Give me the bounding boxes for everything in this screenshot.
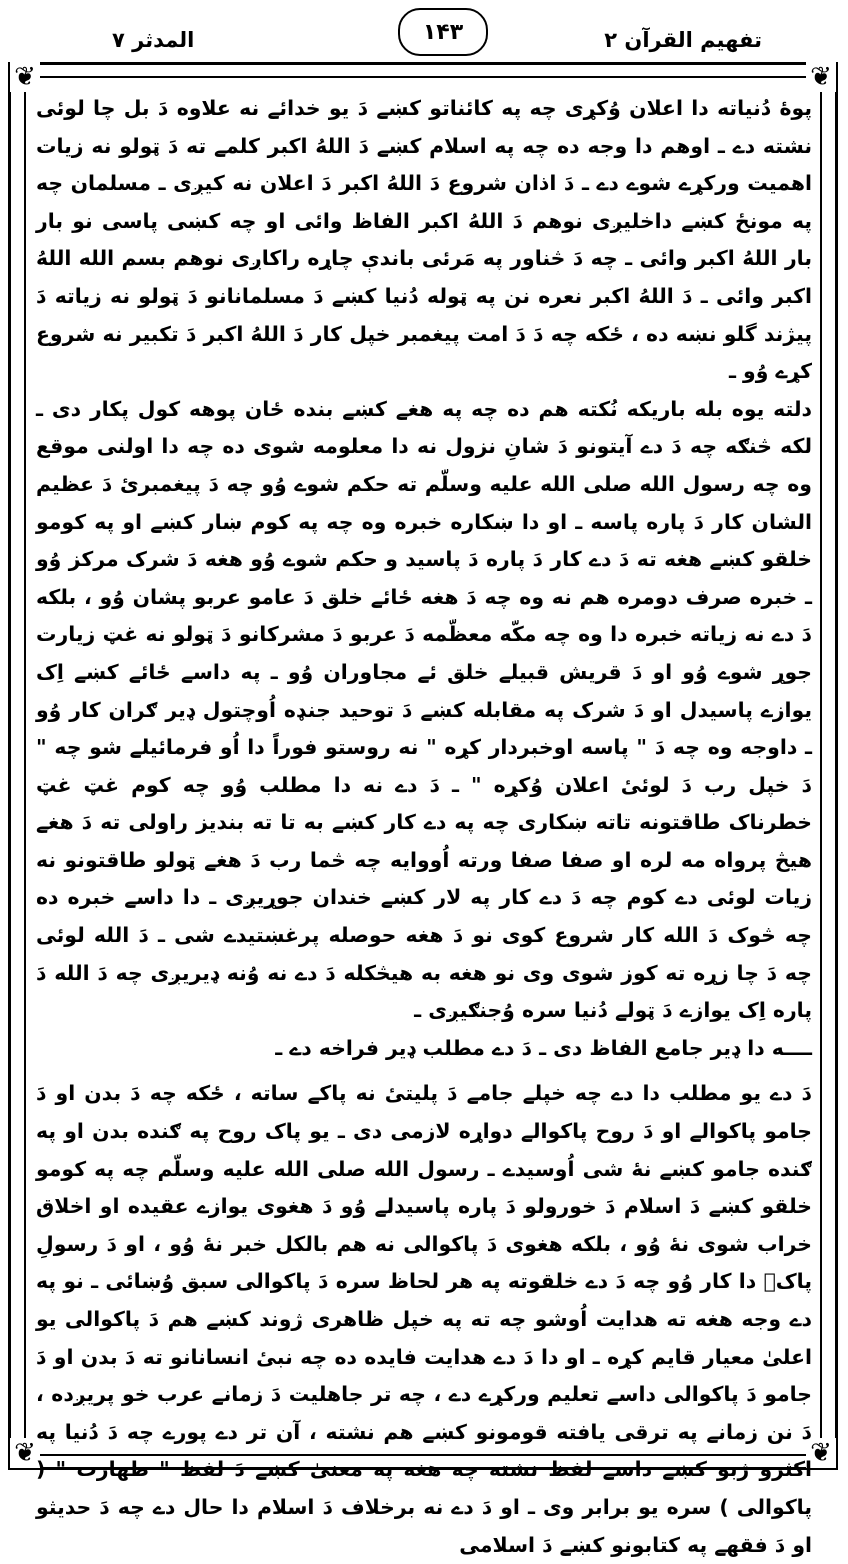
book-title: تفهیم القرآن ۲: [604, 28, 762, 52]
corner-ornament-icon: ❦: [806, 62, 836, 92]
paragraph: پوهٔ دُنیاته دا اعلان وُکړی چه په کائناتو کښے دَ یو خدائے نه علاوه دَ بل چا لوئی نشته دے ـ اوهم دا وجه ده چه په اسلام کښے دَ اللهُ اکبر کلمے ته دَ ټولو نه زیات اهمیت ورکړے شوے دے ـ دَ اذان شروع دَ اللهُ اکبر دَ اعلان نه کیږی ـ مسلمان چه په مونځ کښے داخلیږی نوهم دَ اللهُ اکبر الفاظ وائی او چه کښی پاسی نو بار بار اللهُ اکبر وائی ـ چه دَ څناور په مَرئی باندې چاړه راکاږی نوهم بسم الله اللهُ اکبر وائی ـ دَ اللهُ اکبر نعره نن په ټوله دُنیا کښے دَ مسلمانانو دَ ټولو نه زیاته دَ پیژند گلو نښه ده ، ځکه چه دَ دَ امت پیغمبر خپل کار دَ اللهُ اکبر دَ تکبیر نه شروع کړے وُو ـ: [36, 96, 812, 384]
corner-ornament-icon: ❦: [10, 62, 40, 92]
page-number: ۱۴۳: [398, 8, 488, 56]
paragraph: دَ دے یو مطلب دا دے چه خپلے جامے دَ پلیتیٔ نه پاکے ساته ، ځکه چه دَ بدن او دَ جامو پاکوالے او دَ روح پاکوالے دواړه لازمی دی ـ یو پاک روح په ګنده بدن او په ګنده جامو کښے نهٔ شی اُوسیدے ـ رسول الله صلی الله علیه وسلّم چه په کومو خلقو کښے دَ اسلام دَ خورولو دَ پاره پاسیدلے وُو دَ هغوی یوازے عقیده او اخلاق خراب شوی نهٔ وُو ، بلکه هغوی دَ پاکوالی نه هم بالکل خبر نهٔ وُو ، او دَ رسولِ پاکؐ دا کار وُو چه دَ دے خلقوته په هر لحاظ سره دَ پاکوالی سبق وُښائی ـ نو په دے وجه هغه ته هدایت اُوشو چه ته په خپل ظاهری ژوند کښے هم دَ پاکوالی یو اعلیٰ معیار قایم کړه ـ او دا دَ دے هدایت فایده ده چه نبیٔ انسانانو ته دَ بدن او دَ جامو دَ پاکوالی داسے تعلیم ورکړے دے ، چه تر جاهلیت دَ زمانے عرب خو پریږده ، دَ نن زمانے په ترقی یافته قومونو کښے هم نشته ، آن تر دے پورے چه دَ دُنیا په اکثرو ژبو کښے داسے لفظ نشته چه هغه په معنیٰ کښے دَ لفظ " طهارت " ( پاکوالی ) سره یو برابر وی ـ او دَ دے نه برخلاف دَ اسلام دا حال دے چه دَ حدیثو او دَ فقهے په کتابونو کښے دَ اسلامی: [36, 1081, 812, 1557]
body-text: [36, 90, 812, 1557]
footnote: ــــه دا ډیر جامع الفاظ دی ـ دَ دے مطلب ډیر فراخه دے ـ: [275, 1035, 812, 1060]
corner-ornament-icon: ❦: [806, 1438, 836, 1468]
corner-ornament-icon: ❦: [10, 1438, 40, 1468]
surah-title: المدثر ۷: [112, 28, 195, 52]
paragraph: دلته یوه بله باریکه نُکته هم ده چه په هغے کښے بنده ځان پوهه کول پکار دی ـ لکه څنګه چه دَ دے آیتونو دَ شانِ نزول نه دا معلومه شوی ده چه دا اولنی موقع وه چه رسول الله صلی الله علیه وسلّم ته حکم شوے وُو چه دَ پیغمبرئ دَ عظیم الشان کار دَ پاره پاسه ـ او دا ښکاره خبره وه چه په کوم ښار کښے او په کومو خلقو کښے هغه ته دَ دے کار دَ پاره دَ پاسید و حکم شوے وُو هغه دَ شرک مرکز وُو ـ خبره صرف دومره هم نه وه چه دَ هغه ځائے خلق دَ عامو عربو پشان وُو ، بلکه دَ دے نه زیاته خبره دا وه چه مکّه معظّمه دَ عربو دَ مشرکانو دَ ټولو نه غټ زیارت جوړ شوے وُو او دَ قریش قبیلے خلق ئے مجاوران وُو ـ په داسے ځائے کښے اِک یوازے پاسیدل او دَ شرک په مقابله کښے دَ توحید جنډه اُوچتول ډیر ګران کار وُو ـ داوجه وه چه دَ " پاسه اوخبردار کړه " نه روستو فوراً دا اُو فرمائیلے شو چه " دَ خپل رب دَ لوئیٔ اعلان وُکړه " ـ دَ دے نه دا مطلب وُو چه کوم غټ غټ خطرناک طاقتونه تاته ښکاری چه په دے کار کښے به تا ته بندیز راولی ته دَ هغے هیڅ پرواه مه لره او صفا صفا ورته اُووایه چه څما رب دَ هغے ټولو طاقتونو نه زیات لوئی دے کوم چه دَ دے کار په لار کښے خندان جوړیږی ـ دا داسے خبره ده چه څوک دَ الله کار شروع کوی نو دَ هغه حوصله پرغښتیدے شی ـ دَ الله لوئی چه دَ چا زړه ته کوز شوی وی نو هغه به هیڅکله دَ دے نه وُنه ډیریږی چه دَ الله دَ پاره اِک یوازے دَ ټولے دُنیا سره وُجنګیږی ـ: [36, 396, 812, 1023]
